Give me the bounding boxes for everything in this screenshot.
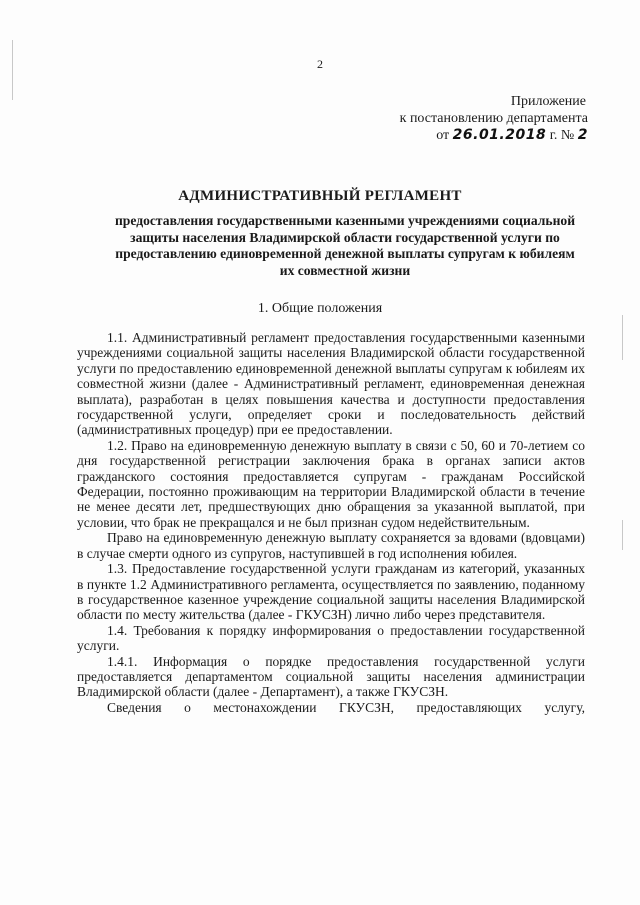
appendix-line-3 bbox=[338, 127, 588, 144]
document-title: АДМИНИСТРАТИВНЫЙ РЕГЛАМЕНТ bbox=[178, 188, 462, 204]
paragraph: 1.3. Предоставление государственной услуги гражданам из категорий, указанных в пункте 1.2 Административного регламента, осуществляется по заявлению, поданному в государственное казенное учреждение социальной защиты населения Владимирской области по месту жительства (далее - ГКУСЗН) лично либо через представителя. bbox=[77, 561, 585, 623]
paragraph: 1.4. Требования к порядку информирования о предоставлении государственной услуги. bbox=[77, 622, 585, 654]
handwritten-number: 2 bbox=[577, 127, 588, 143]
page-number: 2 bbox=[317, 57, 323, 71]
handwritten-date: 26.01.2018 bbox=[452, 127, 547, 143]
section-heading: 1. Общие положения bbox=[257, 301, 383, 316]
document-subtitle: предоставления государственными казенными учреждениями социальной защиты населения Владимирской области государственной услуги по предоставлению единовременной денежной выплаты супругам к юбилеям их совместной жизни bbox=[114, 213, 576, 278]
appendix-date-prefix: от bbox=[436, 128, 450, 143]
appendix-line-1: Приложение bbox=[510, 94, 586, 109]
scan-margin-mark bbox=[622, 520, 623, 550]
appendix-number-label: г. № bbox=[549, 128, 575, 143]
paragraph: 1.1. Административный регламент предоставления государственными казенными учреждениями социальной защиты населения Владимирской области государственной услуги по предоставлению единовременной денежной выплаты супругам к юбилеям их совместной жизни (далее - Административный регламент, единовременная денежная выплата), разработан в целях повышения качества и доступности предоставления государственной услуги, определяет сроки и последовательность действий (административных процедур) при ее предоставлении. bbox=[77, 330, 585, 438]
paragraph: 1.4.1. Информация о порядке предоставления государственной услуги предоставляется департаментом социальной защиты населения администрации Владимирской области (далее - Департамент), а также ГКУСЗН. bbox=[77, 653, 585, 700]
document-body bbox=[77, 330, 585, 715]
paragraph: Право на единовременную денежную выплату сохраняется за вдовами (вдовцами) в случае смерти одного из супругов, наступившей в год исполнения юбилея. bbox=[77, 530, 585, 561]
paragraph: Сведения о местонахождении ГКУСЗН, предоставляющих услугу, bbox=[107, 699, 585, 715]
scan-margin-mark bbox=[622, 315, 623, 360]
paragraph: 1.2. Право на единовременную денежную выплату в связи с 50, 60 и 70-летием со дня государственной регистрации заключения брака в органах записи актов гражданского состояния предоставляется супругам - гражданам Российской Федерации, постоянно проживающим на территории Владимирской области в течение не менее десяти лет, предшествующих дню обращения за указанной выплатой, при условии, что брак не прекращался и не был признан судом недействительным. bbox=[77, 437, 585, 530]
appendix-line-2: к постановлению департамента bbox=[399, 111, 588, 126]
appendix-block bbox=[338, 93, 588, 144]
